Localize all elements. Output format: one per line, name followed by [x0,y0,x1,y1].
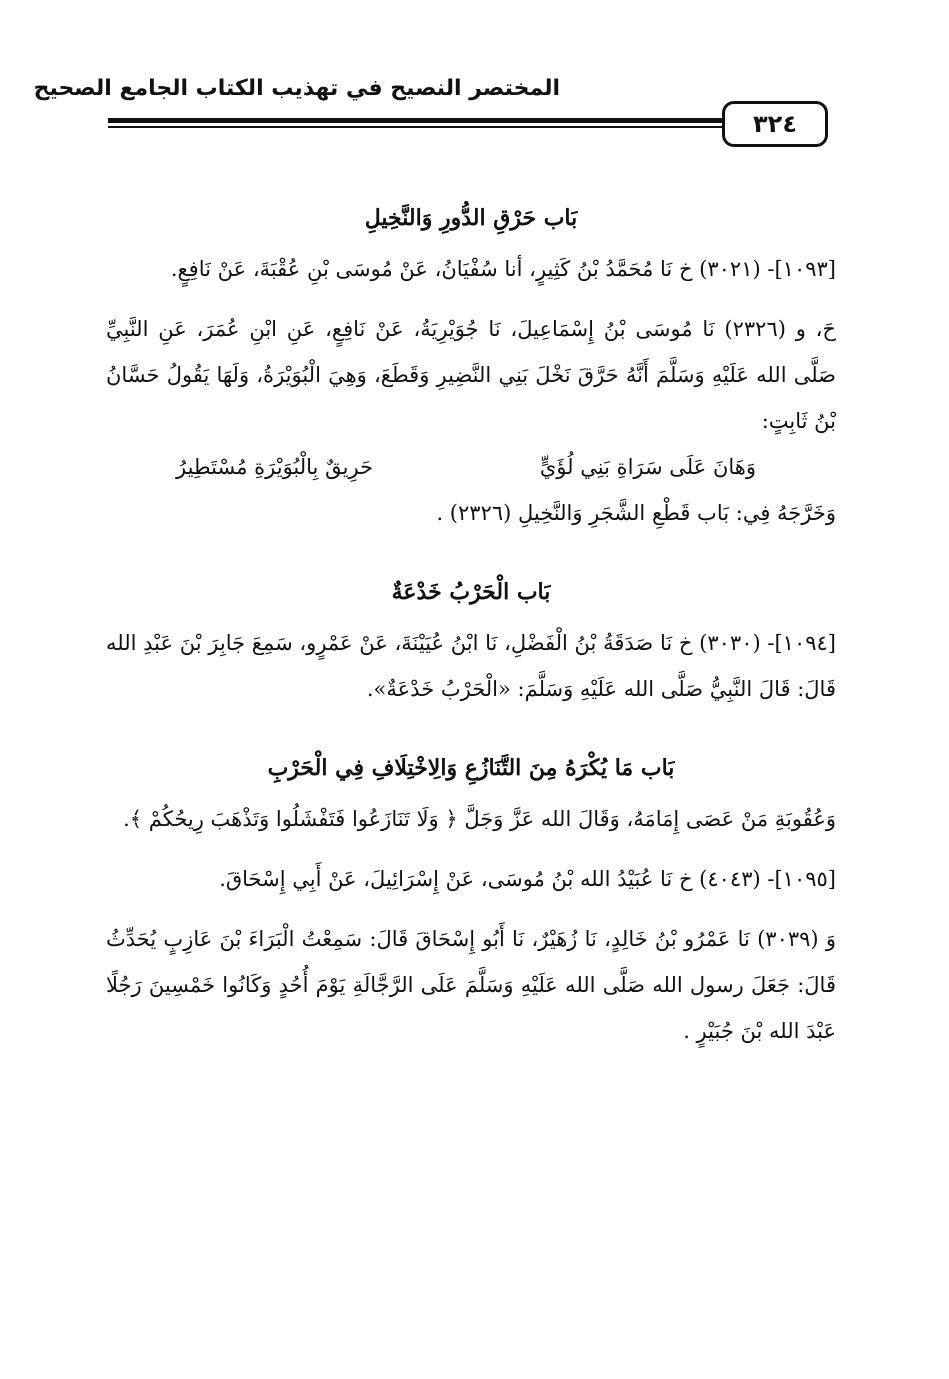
chapter-title-disputes: بَاب مَا يُكْرَهُ مِنَ التَّنَازُعِ وَالِاخْتِلَافِ فِي الْحَرْبِ [267,755,675,781]
header-rule-thin [108,126,725,128]
hadith-1095-chain: [١٠٩٥]- (٤٠٤٣) خ نَا عُبَيْدُ الله بْنُ مُوسَى، عَنْ إِسْرَائِيلَ، عَنْ أَبِي إِسْحَاقَ. [219,867,836,891]
hadith-1093-chain: [١٠٩٣]- (٣٠٢١) خ نَا مُحَمَّدُ بْنُ كَثِيرٍ، أنا سُفْيَانُ، عَنْ مُوسَى بْنِ عُقْبَةَ، عَنْ نَافِعٍ. [170,257,836,281]
hadith-1095-text: وَ (٣٠٣٩) نَا عَمْرُو بْنُ خَالِدٍ، نَا زُهَيْرٌ، نَا أَبُو إِسْحَاقَ قَالَ: سَمِعْتُ الْبَرَاءَ بْنَ عَازِبٍ يُحَدِّثُ قَالَ: جَعَلَ رسول الله صَلَّى الله عَلَيْهِ وَسَلَّمَ عَلَى الرَّجَّالَةِ يَوْمَ أُحُدٍ وَكَانُوا خَمْسِينَ رَجُلًا عَبْدَ الله بْنَ جُبَيْرٍ . [106,927,836,1043]
page-number: ٣٢٤ [722,101,828,147]
poetry-verse [106,444,836,490]
chapter-intro-quran: وَعُقُوبَةِ مَنْ عَصَى إِمَامَهُ، وَقَالَ الله عَزَّ وَجَلَّ ﴿ وَلَا تَنَازَعُوا فَتَفْشَلُوا وَتَذْهَبَ رِيحُكُمْ ﴾. [123,807,836,831]
hadith-1093-text: حَ، و (٢٣٢٦) نَا مُوسَى بْنُ إِسْمَاعِيلَ، نَا جُوَيْرِيَةُ، عَنْ نَافِعٍ، عَنِ ابْنِ عُمَرَ، عَنِ النَّبِيِّ صَلَّى الله عَلَيْهِ وَسَلَّمَ أَنَّهُ حَرَّقَ نَخْلَ بَنِي النَّضِيرِ وَقَطَعَ، وَهِيَ الْبُوَيْرَةُ، وَلَهَا يَقُولُ حَسَّانُ بْنُ ثَابِتٍ: [106,317,836,433]
page-content [106,196,836,1068]
verse-second-hemistich: حَرِيقٌ بِالْبُوَيْرَةِ مُسْتَطِيرُ [176,455,374,479]
chapter-title-war-deception: بَاب الْحَرْبُ خَدْعَةٌ [391,579,551,605]
chapter-title-burning: بَاب حَرْقِ الدُّورِ وَالنَّخِيلِ [364,205,578,231]
running-title: المختصر النصيح في تهذيب الكتاب الجامع الصحيح [33,76,560,101]
hadith-1093-cross-reference: وَخَرَّجَهُ فِي: بَاب قَطْعِ الشَّجَرِ وَالنَّخِيلِ (٢٣٢٦) . [436,501,836,525]
hadith-1094: [١٠٩٤]- (٣٠٣٠) خ نَا صَدَقَةُ بْنُ الْفَضْلِ، نَا ابْنُ عُيَيْنَةَ، عَنْ عَمْرٍو، سَمِعَ جَابِرَ بْنَ عَبْدِ الله قَالَ: قَالَ النَّبِيُّ صَلَّى الله عَلَيْهِ وَسَلَّمَ: «الْحَرْبُ خَدْعَةٌ». [106,631,836,701]
header-rule-thick [108,118,725,123]
verse-first-hemistich: وَهَانَ عَلَى سَرَاةِ بَنِي لُؤَيٍّ [539,455,756,479]
